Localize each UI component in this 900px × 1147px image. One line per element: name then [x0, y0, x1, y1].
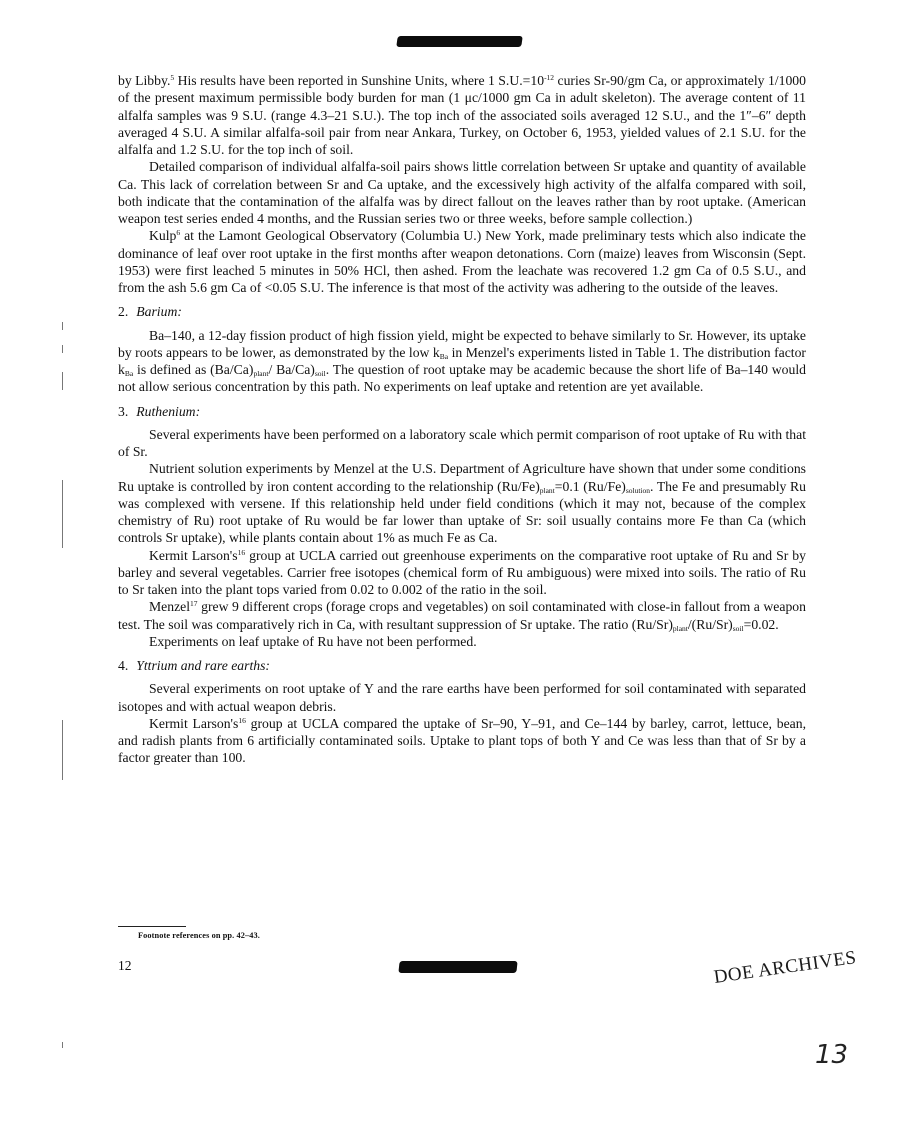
archive-stamp: DOE ARCHIVES: [712, 947, 858, 988]
text-run: is defined as (Ba/Ca): [133, 362, 254, 377]
margin-mark: [62, 345, 63, 353]
text-run: =0.02.: [743, 616, 779, 632]
paragraph-ruthenium-menzel-nutrient: [118, 460, 806, 546]
text-run: Kermit Larson's: [149, 547, 238, 563]
section-heading-barium: [118, 303, 806, 320]
handwritten-page-number: 13: [815, 1040, 849, 1070]
footnote-ref: 16: [238, 715, 246, 725]
section-title: Yttrium and rare earths:: [136, 658, 270, 673]
paragraph-ruthenium-intro: Several experiments have been performed on a laboratory scale which permit comparison of root uptake of Ru with that of Sr.: [118, 426, 806, 459]
paragraph-yttrium-larson: [118, 715, 806, 767]
text-run: Kulp: [149, 228, 177, 244]
subscript: Ba: [124, 369, 134, 378]
subscript: soil: [314, 369, 326, 378]
paragraph-barium: [118, 327, 806, 396]
section-heading-ruthenium: [118, 403, 806, 420]
text-run: group at UCLA compared the uptake of Sr–90, Y–91, and Ce–144 by barley, carrot, lettuce, bean, and radish plants from 6 artificially contaminated soils. Uptake to plant tops of both Y and Ce was less than that of Sr by a factor greater than 100.: [118, 715, 806, 766]
subscript: plant: [672, 623, 688, 633]
text-run: =0.1 (Ru/Fe): [554, 478, 626, 494]
section-number: 2.: [118, 304, 129, 320]
text-run: at the Lamont Geological Observatory (Columbia U.) New York, made preliminary tests which also indicate the dominance of leaf over root uptake in the first months after weapon detonations. Corn (maize) leaves from Wisconsin (Sept. 1953) were first leached 5 minutes in 50% HCl, then ashed. From the leachate was recovered 1.2 gm Ca of 0.5 S.U., and from the ash 5.6 gm Ca of <0.05 S.U. The inference is that most of the activity was adhering to the outside of the leaves.: [118, 228, 806, 295]
paragraph-ruthenium-larson: [118, 547, 806, 599]
body-text: [118, 72, 806, 767]
footnote-text: Footnote references on pp. 42–43.: [138, 931, 260, 940]
text-run: in Menzel's experiments listed in Table 1. The distribution factor k: [118, 344, 806, 377]
margin-mark: [62, 1042, 63, 1048]
text-run: / Ba/Ca): [268, 362, 315, 377]
page-number: 12: [118, 958, 132, 973]
subscript: soil: [732, 623, 744, 633]
text-run: Ba–140, a 12-day fission product of high fission yield, might be expected to behave similarly to Sr. However, its uptake by roots appears to be lower, as demonstrated by the low k: [118, 327, 806, 360]
text-run: by Libby.: [118, 73, 171, 88]
paragraph-libby: [118, 72, 806, 158]
section-number: 3.: [118, 403, 129, 419]
section-number: 4.: [118, 658, 129, 673]
margin-mark: [62, 720, 63, 780]
margin-mark: [62, 372, 63, 390]
text-run: Kermit Larson's: [149, 715, 239, 731]
section-title: Ruthenium:: [136, 403, 201, 419]
exponent: -12: [544, 73, 555, 82]
redaction-bar-bottom: [398, 961, 517, 973]
paragraph-yttrium-intro: Several experiments on root uptake of Y and the rare earths have been performed for soil contaminated with separated isotopes and with actual weapon debris.: [118, 681, 806, 714]
footnote-ref: 16: [237, 547, 246, 557]
margin-mark: [62, 322, 63, 330]
footnote-ref: 5: [170, 73, 175, 82]
paragraph-alfalfa-comparison: Detailed comparison of individual alfalfa-soil pairs shows little correlation between Sr uptake and quantity of available Ca. This lack of correlation between Sr and Ca uptake, and the excessively high activity of the alfalfa compared with soil, both indicate that the contamination of the alfalfa was by direct fallout on the leaves rather than by root uptake. (American weapon test series ended 4 months, and the Russian series two or three weeks, before sample collection.): [118, 159, 806, 226]
subscript: plant: [539, 485, 555, 495]
text-run: . The Fe and presumably Ru was complexed with versene. If this relationship held under field conditions (which it may not, because of the complex chemistry of Ru) root uptake of Ru would be far lower than uptake of Sr: soil usually contains more Fe than Ca (which controls Sr uptake), while plants contain about 1% as much Fe as Ca.: [118, 478, 806, 546]
footnote-ref: 17: [190, 599, 198, 609]
text-run: group at UCLA carried out greenhouse experiments on the comparative root uptake of Ru and Sr by barley and several vegetables. Carrier free isotopes (chemical form of Ru ambiguous) were mixed into soils. The ratio of Ru to Sr taken into the plant tops varied from 0.02 to 0.002 of the ratio in the soil.: [118, 547, 806, 597]
text-run: . The question of root uptake may be academic because the short life of Ba–140 would not allow serious concentration by this path. No experiments on leaf uptake and retention are yet available.: [118, 362, 807, 395]
paragraph-ruthenium-leaf: Experiments on leaf uptake of Ru have not been performed.: [149, 633, 477, 649]
subscript: Ba: [439, 351, 449, 361]
footnote-rule: [118, 926, 186, 927]
redaction-bar-top: [396, 36, 523, 47]
paragraph-ruthenium-menzel-crops: [118, 598, 806, 633]
section-title: Barium:: [136, 304, 182, 320]
text-run: Menzel: [149, 599, 191, 615]
text-run: grew 9 different crops (forage crops and vegetables) on soil contaminated with close-in fallout from a weapon test. The soil was comparatively rich in Ca, with resultant suppression of Sr uptake. The ratio (Ru/Sr): [118, 599, 806, 632]
section-heading-yttrium: [118, 657, 806, 674]
subscript: plant: [253, 369, 269, 378]
text-run: Nutrient solution experiments by Menzel at the U.S. Department of Agriculture have shown that under some conditions Ru uptake is controlled by iron content according to the relationship (Ru/Fe): [118, 461, 806, 494]
subscript: solution: [625, 485, 650, 495]
footnote-ref: 6: [176, 228, 181, 238]
margin-mark: [62, 480, 63, 548]
text-run: curies Sr-90/gm Ca, or approximately 1/1000 of the present maximum permissible body burden for man (1 μc/1000 gm Ca in adult skeleton). The average content of 11 alfalfa samples was 9 S.U. (range 4.3–21 S.U.). The top inch of the associated soils averaged 12 S.U., and the 1″–6″ depth averaged 4 S.U. A similar alfalfa-soil pair from near Ankara, Turkey, on October 6, 1953, yielded values of 2.1 S.U. for the alfalfa and 1.2 S.U. for the top inch of soil.: [118, 73, 806, 157]
text-run: His results have been reported in Sunshine Units, where 1 S.U.=10: [174, 73, 545, 88]
paragraph-kulp: [118, 227, 806, 296]
text-run: /(Ru/Sr): [687, 616, 733, 632]
